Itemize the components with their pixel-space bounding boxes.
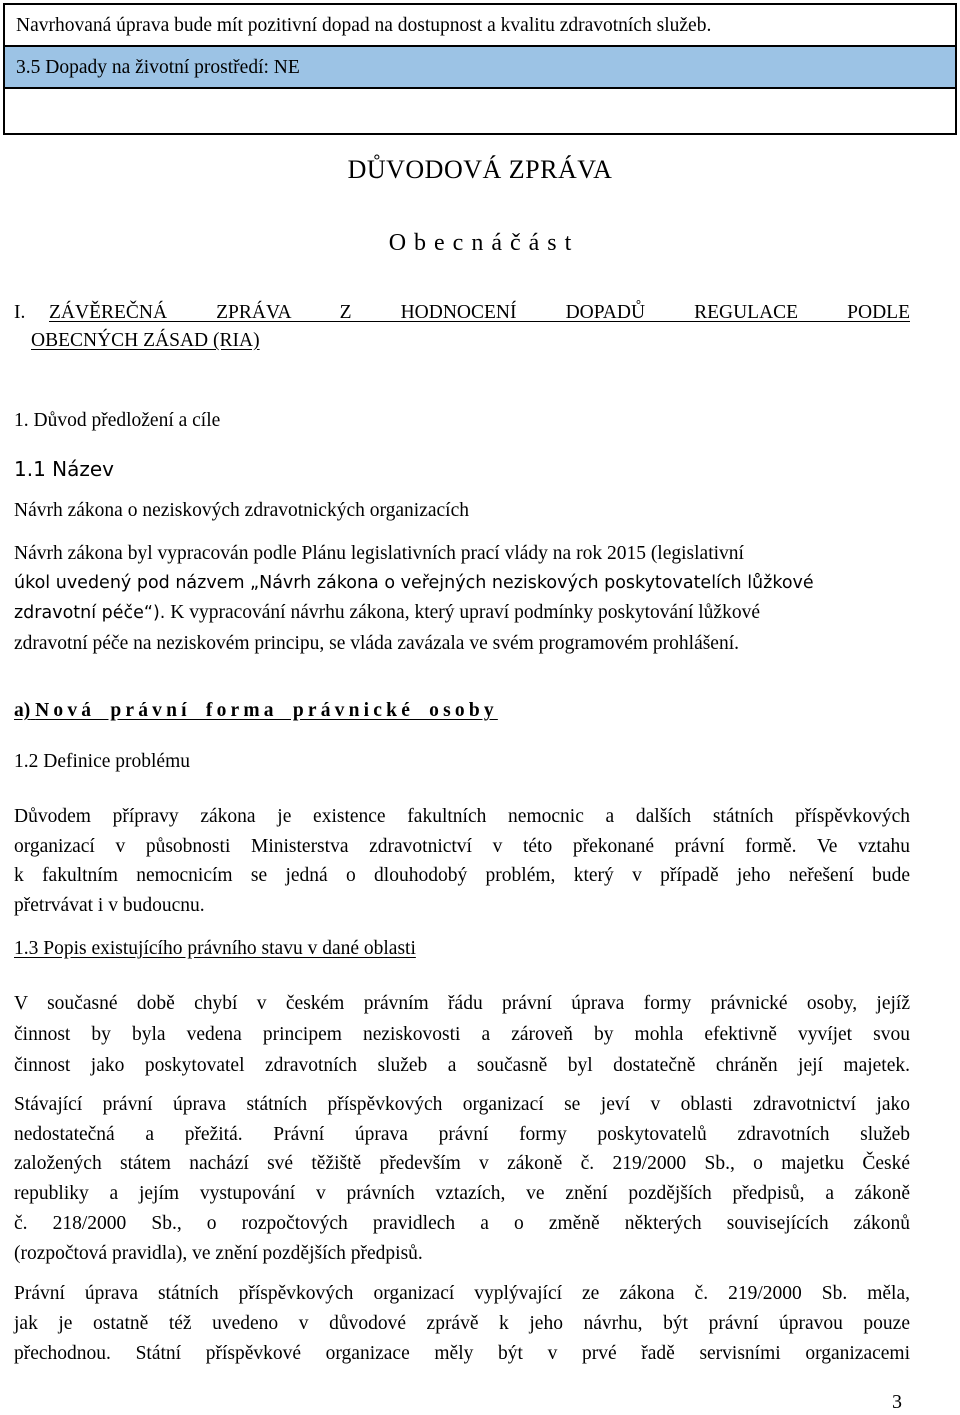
- paragraph-line: Právní úprava státních příspěvkových organizací vyplývající ze zákona č. 219/2000 Sb. měla,: [14, 1283, 910, 1304]
- paragraph-line: zdravotní péče na neziskovém principu, se vláda zavázala ve svém programovém prohlášení.: [14, 632, 740, 654]
- table-cell-text: Navrhovaná úprava bude mít pozitivní dopad na dostupnost a kvalitu zdravotních služeb.: [16, 15, 712, 36]
- paragraph-line: organizací v působnosti Ministerstva zdravotnictví v této překonané právní formě. Ve vztahu: [14, 835, 910, 857]
- table-cell-text: 3.5 Dopady na životní prostředí: NE: [16, 57, 300, 78]
- paragraph-3: [14, 988, 910, 1081]
- page-subtitle: O b e c n á č á s t: [388, 230, 572, 256]
- paragraph-line: činnost by byla vedena principem neziskovosti a zároveň by mohla efektivně vyvíjet svou: [14, 1024, 910, 1045]
- section-heading-line2: OBECNÝCH ZÁSAD (RIA): [31, 330, 260, 351]
- law-name: Návrh zákona o neziskových zdravotnických organizacích: [14, 500, 469, 521]
- paragraph-line: V současné době chybí v českém právním řádu právní úprava formy právnické osoby, jejíž: [14, 993, 910, 1014]
- impact-table: [3, 3, 957, 135]
- page-number: 3: [892, 1391, 902, 1413]
- paragraph-line: č. 218/2000 Sb., o rozpočtových pravidlech a o změně některých souvisejících zákonů: [14, 1212, 910, 1234]
- paragraph-line: přetrvávat i v budoucnu.: [14, 894, 205, 916]
- page-title: DŮVODOVÁ ZPRÁVA: [347, 155, 613, 184]
- paragraph-line: Stávající právní úprava státních příspěvkových organizací se jeví v oblasti zdravotnictví jako: [14, 1094, 910, 1115]
- table-row-empty: [5, 89, 955, 133]
- paragraph-line: Důvodem přípravy zákona je existence fakultních nemocnic a dalších státních příspěvkových: [14, 806, 910, 827]
- paragraph-line: republiky a jejím vystupování v právních vztazích, ve znění pozdějších předpisů, a zákoně: [14, 1183, 910, 1205]
- paragraph-5: [14, 1279, 910, 1369]
- paragraph-line: přechodnou. Státní příspěvkové organizace měly být v prvé řadě servisními organizacemi: [14, 1343, 910, 1364]
- heading-1-2: 1.2 Definice problému: [14, 751, 190, 772]
- heading-1-1: 1.1 Název: [14, 457, 115, 481]
- paragraph-line: činnost jako poskytovatel zdravotních služeb a současně byl dostatečně chráněn její majetek.: [14, 1055, 910, 1076]
- paragraph-line: úkol uvedený pod názvem „Návrh zákona o veřejných neziskových poskytovatelích lůžkové: [14, 572, 814, 593]
- paragraph-2: [14, 802, 910, 920]
- paragraph-line: Návrh zákona byl vypracován podle Plánu legislativních prací vlády na rok 2015 (legislativní: [14, 543, 744, 564]
- subsection-a-heading: [14, 700, 498, 722]
- section-number: I.: [14, 302, 26, 323]
- subsection-a-label: a): [14, 700, 31, 721]
- paragraph-1: [14, 539, 910, 658]
- table-row-highlighted: [5, 47, 955, 89]
- subsection-a-text: Nová právní forma právnické osoby: [35, 700, 498, 721]
- paragraph-text: zdravotní péče“).: [14, 603, 166, 623]
- paragraph-line: (rozpočtová pravidla), ve znění pozdějších předpisů.: [14, 1242, 423, 1264]
- paragraph-4: [14, 1090, 910, 1268]
- paragraph-line: nedostatečná a přežitá. Právní úprava právní formy poskytovatelů zdravotních služeb: [14, 1123, 910, 1145]
- table-row: [5, 5, 955, 47]
- paragraph-line: jak je ostatně též uvedeno v důvodové zprávě k jeho návrhu, být právní úpravou pouze: [14, 1313, 910, 1334]
- paragraph-text: K vypracování návrhu zákona, který upraví podmínky poskytování lůžkové: [165, 602, 760, 623]
- paragraph-line: k fakultním nemocnicím se jedná o dlouhodobý problém, který v případě jeho neřešení bude: [14, 865, 910, 886]
- section-heading-line1: ZÁVĚREČNÁ ZPRÁVA Z HODNOCENÍ DOPADŮ REGULACE PODLE: [49, 302, 910, 323]
- heading-1: 1. Důvod předložení a cíle: [14, 410, 221, 431]
- heading-1-3: 1.3 Popis existujícího právního stavu v dané oblasti: [14, 938, 416, 959]
- paragraph-line: založených státem nachází své těžiště především v zákoně č. 219/2000 Sb., o majetku České: [14, 1153, 910, 1175]
